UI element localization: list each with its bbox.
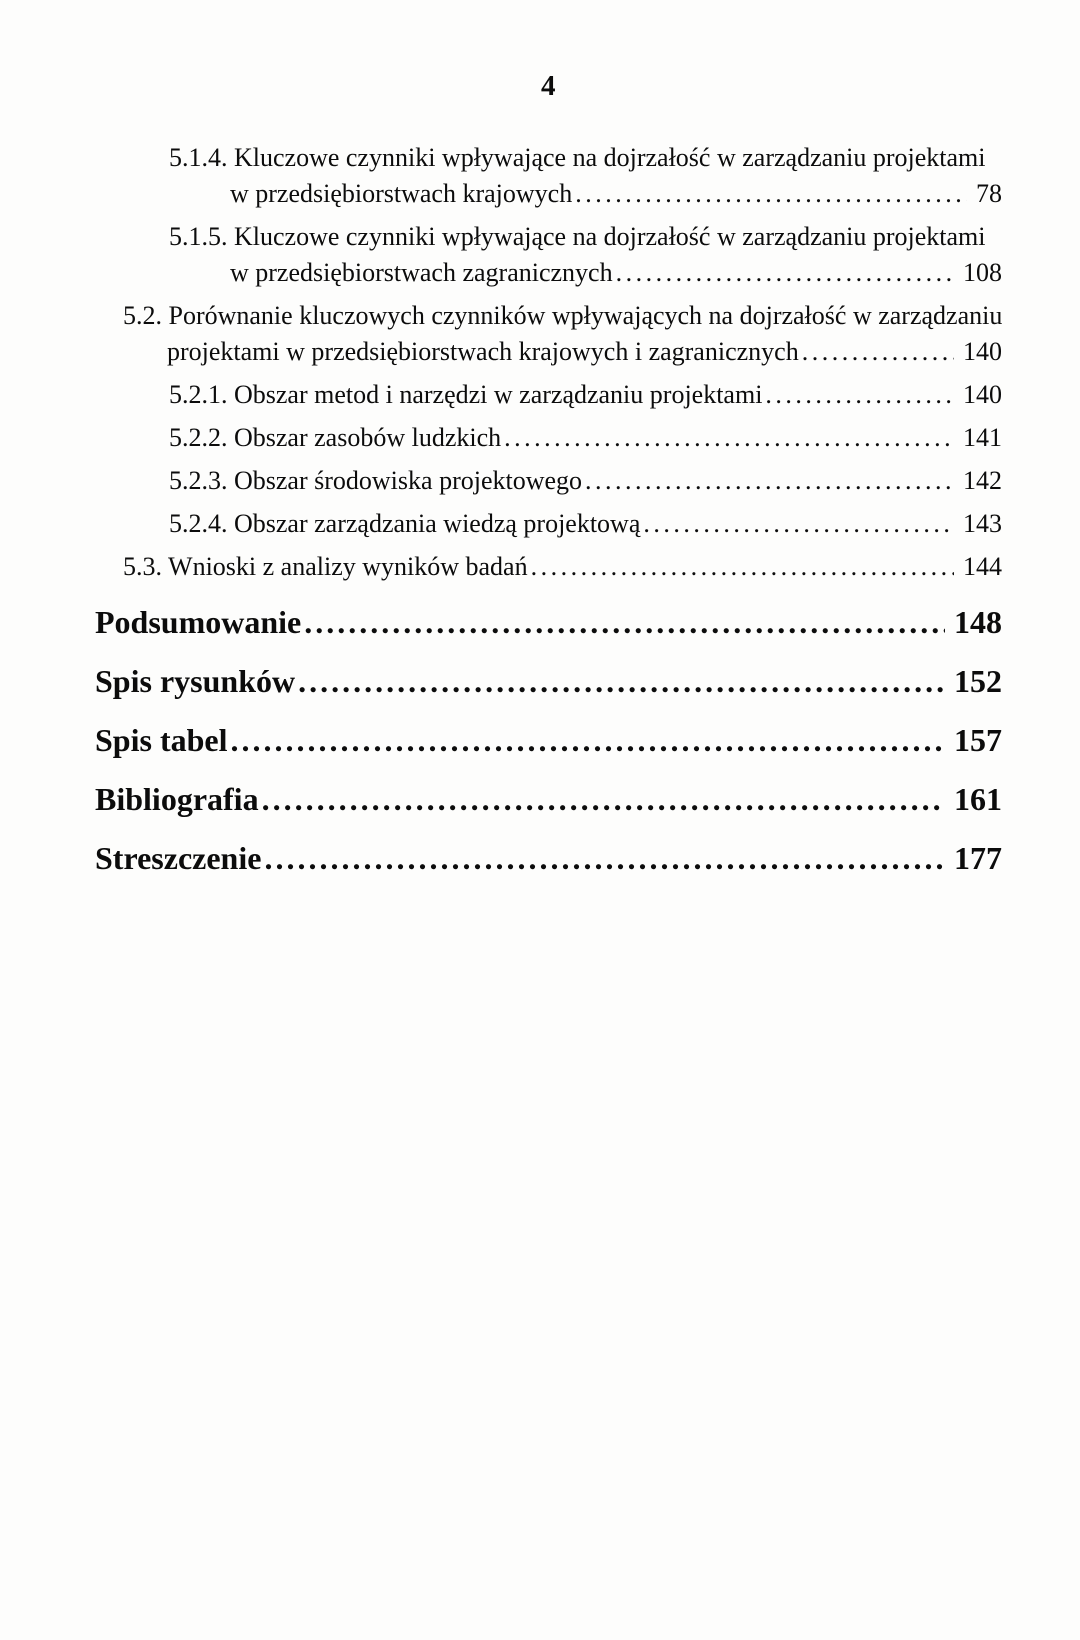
toc-entry bbox=[123, 298, 1002, 370]
toc-entry-text: w przedsiębiorstwach zagranicznych bbox=[230, 258, 613, 287]
toc-entry bbox=[123, 549, 1002, 585]
page-number: 4 bbox=[541, 70, 556, 102]
toc-entry-text: 5.1.5. Kluczowe czynniki wpływające na dojrzałość w zarządzaniu projektami bbox=[169, 222, 986, 251]
toc-entry bbox=[169, 420, 1002, 456]
toc-page-number: 141 bbox=[963, 423, 1002, 452]
toc-entry-text: Podsumowanie bbox=[95, 604, 302, 640]
toc-entry-text: w przedsiębiorstwach krajowych bbox=[230, 179, 573, 208]
toc-entry bbox=[95, 660, 1002, 703]
toc-page-number: 140 bbox=[963, 337, 1002, 366]
toc-page-number: 161 bbox=[954, 781, 1002, 817]
toc-entry-text: Streszczenie bbox=[95, 840, 262, 876]
toc-leader-dots bbox=[259, 778, 945, 821]
toc-page-number: 78 bbox=[976, 179, 1002, 208]
toc-leader-dots bbox=[227, 719, 945, 762]
toc-leader-dots bbox=[295, 660, 945, 703]
toc-entry-text: Bibliografia bbox=[95, 781, 259, 817]
toc-entry bbox=[95, 837, 1002, 880]
toc-leader-dots bbox=[582, 463, 954, 499]
toc-entry-text: Spis rysunków bbox=[95, 663, 296, 699]
toc-entry bbox=[95, 778, 1002, 821]
toc-entry-text: Spis tabel bbox=[95, 722, 228, 758]
toc-leader-dots bbox=[572, 176, 967, 212]
toc-leader-dots bbox=[261, 837, 945, 880]
toc-leader-dots bbox=[301, 601, 945, 644]
toc-page-number: 148 bbox=[954, 604, 1002, 640]
toc-entry bbox=[95, 719, 1002, 762]
toc-entry-text: 5.2.1. Obszar metod i narzędzi w zarządzaniu projektami bbox=[169, 380, 763, 409]
toc-page-number: 108 bbox=[963, 258, 1002, 287]
toc-entry bbox=[169, 506, 1002, 542]
toc-entry-text: 5.2.3. Obszar środowiska projektowego bbox=[169, 466, 583, 495]
toc-entry-text: 5.3. Wnioski z analizy wyników badań bbox=[123, 552, 528, 581]
toc-entry bbox=[169, 140, 1002, 212]
toc-entry-text: 5.2. Porównanie kluczowych czynników wpływających na dojrzałość w zarządzaniu bbox=[123, 301, 1003, 330]
toc-entry-text: projektami w przedsiębiorstwach krajowych i zagranicznych bbox=[167, 337, 799, 366]
toc-leader-dots bbox=[613, 255, 954, 291]
toc-entry-text: 5.2.2. Obszar zasobów ludzkich bbox=[169, 423, 502, 452]
toc-page-number: 157 bbox=[954, 722, 1002, 758]
toc-entry bbox=[169, 219, 1002, 291]
toc-leader-dots bbox=[640, 506, 954, 542]
toc-entry-text: 5.2.4. Obszar zarządzania wiedzą projektową bbox=[169, 509, 641, 538]
toc-page-number: 177 bbox=[954, 840, 1002, 876]
toc-leader-dots bbox=[799, 334, 954, 370]
toc-entry bbox=[95, 601, 1002, 644]
toc-entry bbox=[169, 463, 1002, 499]
toc-entry-text: 5.1.4. Kluczowe czynniki wpływające na dojrzałość w zarządzaniu projektami bbox=[169, 143, 986, 172]
toc-leader-dots bbox=[762, 377, 954, 413]
toc-page-number: 142 bbox=[963, 466, 1002, 495]
toc-leader-dots bbox=[528, 549, 954, 585]
toc-page-number: 144 bbox=[963, 552, 1002, 581]
toc-page-number: 152 bbox=[954, 663, 1002, 699]
toc-page-number: 143 bbox=[963, 509, 1002, 538]
table-of-contents bbox=[95, 140, 1002, 880]
toc-page-number: 140 bbox=[963, 380, 1002, 409]
toc-entry bbox=[169, 377, 1002, 413]
toc-leader-dots bbox=[501, 420, 954, 456]
